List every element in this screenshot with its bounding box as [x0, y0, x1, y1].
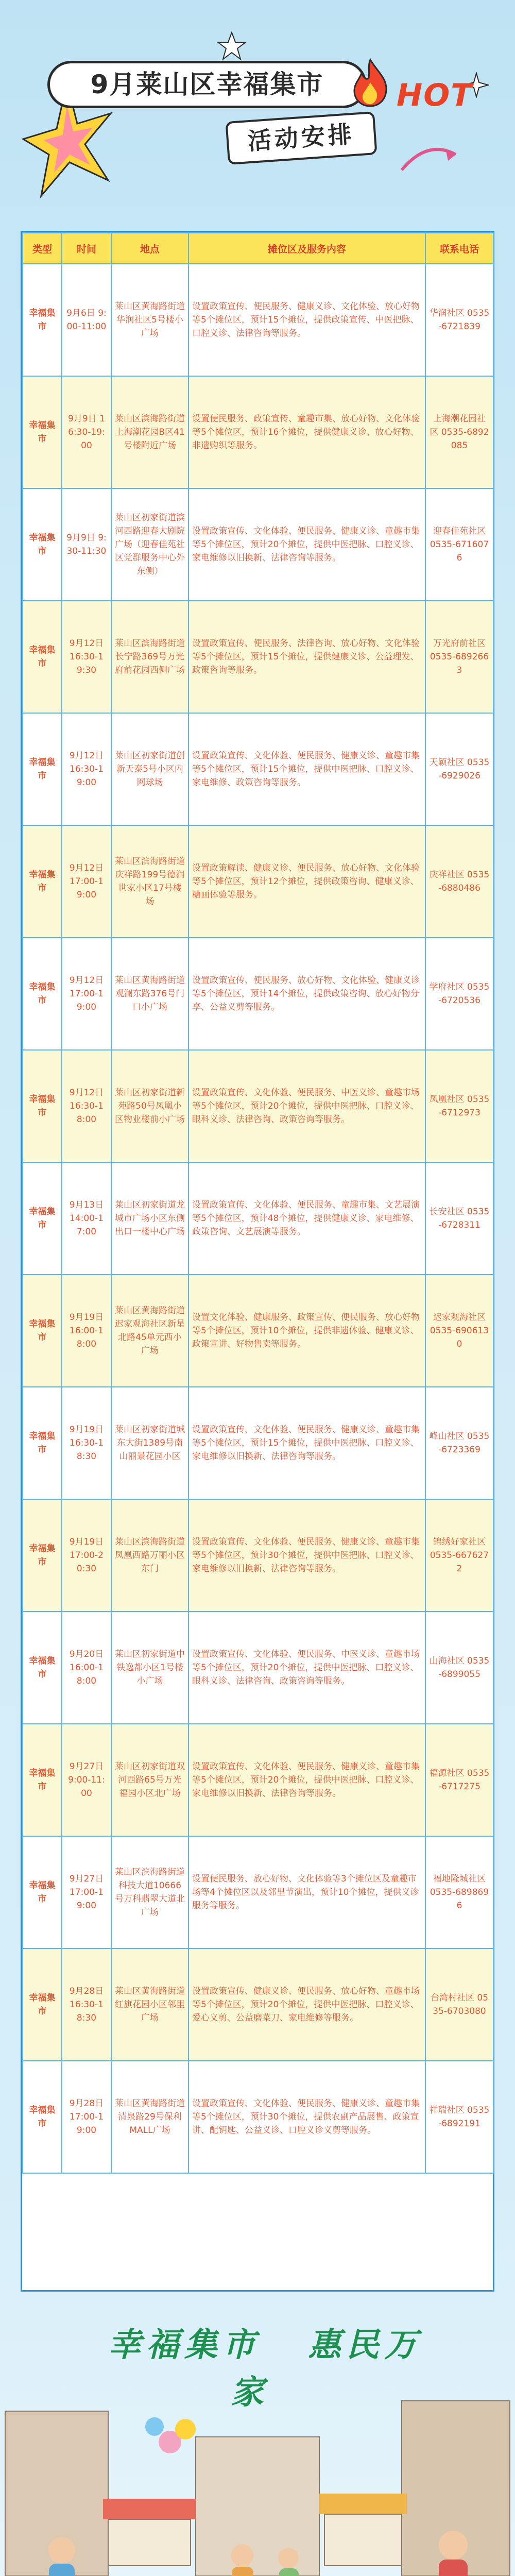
cell-place: 莱山区滨海路街道长宁路369号万光府前花园西侧广场	[111, 601, 188, 713]
schedule-table	[22, 232, 494, 2174]
hot-badge: HOT	[397, 77, 473, 113]
cell-content: 设置便民服务、放心好物、文化体验等3个摊位区及童趣市场等4个摊位区以及邻里节演出，预计10个摊位，提供义诊服务等服务。	[188, 1836, 425, 1948]
cell-time: 9月27日 17:00-19:00	[62, 1836, 111, 1948]
slogan-left: 幸福集市	[108, 2326, 261, 2364]
cell-phone: 万光府前社区 0535-6892663	[425, 601, 493, 713]
column-header-time: 时间	[62, 233, 111, 264]
cell-place: 莱山区滨海路街道上海潮花园B区41号楼附近广场	[111, 376, 188, 488]
stall-awning-left	[103, 2499, 196, 2519]
table-row	[23, 825, 493, 938]
cell-place: 莱山区黄海路街道迟家观海社区新星北路45单元西小广场	[111, 1275, 188, 1387]
cell-type: 幸福集市	[23, 1162, 62, 1275]
cell-content: 设置政策宣传、文化体验、便民服务、健康义诊、童趣市集等5个摊位区，预计15个摊位，提供中医把脉、口腔义诊、家电维修以旧换新、法律咨询等服务。	[188, 1387, 425, 1499]
table-row	[23, 713, 493, 825]
cell-phone: 上海潮花园社区 0535-6892085	[425, 376, 493, 488]
stall-counter-right	[324, 2514, 402, 2566]
table-row	[23, 1050, 493, 1162]
stall-counter-left	[108, 2519, 191, 2566]
table-row	[23, 1836, 493, 1948]
person-figure	[439, 2531, 468, 2560]
cell-type: 幸福集市	[23, 1050, 62, 1162]
person-body	[279, 2568, 299, 2576]
cell-time: 9月12日 16:30-18:00	[62, 1050, 111, 1162]
cell-content: 设置文化体验、健康服务、政策宣传、便民服务、放心好物等5个摊位区，预计10个摊位，提供非遗体验、健康义诊、政策宣讲、好物售卖等服务。	[188, 1275, 425, 1387]
cell-content: 设置政策宣传、文化体验、便民服务、健康义诊、童趣市集等5个摊位区，预计30个摊位，提供中医把脉、口腔义诊、家电维修以旧换新、法律咨询等服务。	[188, 1499, 425, 1612]
cell-type: 幸福集市	[23, 2061, 62, 2173]
cell-place: 莱山区黄海路街道红旗花园小区邻里广场	[111, 1948, 188, 2061]
cell-phone: 天颖社区 0535-6929026	[425, 713, 493, 825]
cell-content: 设置政策解读、健康义诊、便民服务、放心好物、文化体验等5个摊位区，预计12个摊位，提供政策咨询、健康义诊、糖画体验等服务。	[188, 825, 425, 938]
cell-time: 9月28日 17:00-19:00	[62, 2061, 111, 2173]
column-header-content: 摊位区及服务内容	[188, 233, 425, 264]
table-body	[23, 264, 493, 2173]
cell-type: 幸福集市	[23, 1612, 62, 1724]
cell-phone: 庆祥社区 0535-6880486	[425, 825, 493, 938]
cell-type: 幸福集市	[23, 825, 62, 938]
cell-type: 幸福集市	[23, 601, 62, 713]
cell-phone: 华润社区 0535-6721839	[425, 264, 493, 376]
cell-time: 9月19日 16:00-18:00	[62, 1275, 111, 1387]
cell-time: 9月13日 14:00-17:00	[62, 1162, 111, 1275]
cell-time: 9月9日 16:30-19:00	[62, 376, 111, 488]
cell-place: 莱山区初家街道滨河西路迎春大剧院广场（迎春佳苑社区党群服务中心外东侧）	[111, 488, 188, 601]
cell-place: 莱山区初家街道城东大街1389号南山丽景花园小区	[111, 1387, 188, 1499]
table-row	[23, 1724, 493, 1836]
market-street-illustration	[0, 2380, 515, 2576]
table-row	[23, 1387, 493, 1499]
cell-content: 设置便民服务、政策宣传、童趣市集、放心好物、文化体验等5个摊位区，预计16个摊位，提供健康义诊、放心好物、非遗购织等服务。	[188, 376, 425, 488]
cell-type: 幸福集市	[23, 376, 62, 488]
cell-phone: 山海社区 0535-6899055	[425, 1612, 493, 1724]
stall-awning-right	[319, 2494, 407, 2514]
balloon	[175, 2419, 196, 2439]
cell-phone: 迎春佳苑社区 0535-6716076	[425, 488, 493, 601]
cell-content: 设置政策宣传、文化体验、便民服务、健康义诊、童趣市集等5个摊位区，预计20个摊位，提供中医把脉、口腔义诊、家电维修以旧换新、法律咨询等服务。	[188, 488, 425, 601]
person-body	[49, 2564, 75, 2576]
cell-content: 设置政策宣传、文化体验、便民服务、健康义诊、童趣市集等5个摊位区，预计15个摊位，提供中医把脉、口腔义诊、家电维修、政策咨询等服务。	[188, 713, 425, 825]
table-row	[23, 264, 493, 376]
cell-phone: 峰山社区 0535-6723369	[425, 1387, 493, 1499]
cell-type: 幸福集市	[23, 1387, 62, 1499]
cell-content: 设置政策宣传、文化体验、便民服务、中医义诊、童趣市场等5个摊位区，预计20个摊位，提供中医把脉、口腔义诊、眼科义诊、法律咨询、政策咨询等服务。	[188, 1612, 425, 1724]
cell-phone: 锦绣好家社区 0535-6676272	[425, 1499, 493, 1612]
table-row	[23, 1275, 493, 1387]
cell-phone: 福源社区 0535-6717275	[425, 1724, 493, 1836]
cell-place: 莱山区初家街道龙城市广场小区东侧出口一楼中心广场	[111, 1162, 188, 1275]
cell-content: 设置政策宣传、便民服务、法律咨询、放心好物、文化体验等5个摊位区，预计15个摊位，提供健康义诊、公益理发、政策咨询等服务。	[188, 601, 425, 713]
slogan-right: 惠民万家	[231, 2326, 423, 2412]
cell-type: 幸福集市	[23, 1724, 62, 1836]
cell-content: 设置政策宣传、便民服务、放心好物、文化体验、健康义诊等5个摊位区，预计14个摊位，提供政策咨询、放心好物分享、公益义剪等服务。	[188, 938, 425, 1050]
cell-content: 设置政策宣传、文化体验、便民服务、健康义诊、童趣市集等5个摊位区，预计30个摊位，提供农副产品展售、政策宣讲、配钥匙、公益义诊、口腔义诊义剪等服务。	[188, 2061, 425, 2173]
person-body	[232, 2567, 253, 2576]
footer-illustration	[0, 2303, 515, 2576]
person-body	[439, 2560, 468, 2576]
cell-phone: 迟家观海社区 0535-6906130	[425, 1275, 493, 1387]
table-row	[23, 601, 493, 713]
table-row	[23, 2061, 493, 2173]
cell-phone: 学府社区 0535-6720536	[425, 938, 493, 1050]
table-row	[23, 488, 493, 601]
cell-type: 幸福集市	[23, 938, 62, 1050]
cell-place: 莱山区初家街道中铁逸都小区1号楼小广场	[111, 1612, 188, 1724]
person-figure	[278, 2548, 299, 2568]
cell-phone: 台湾村社区 0535-6703080	[425, 1948, 493, 2061]
cell-time: 9月20日 16:00-18:00	[62, 1612, 111, 1724]
cell-time: 9月27日 9:00-11:00	[62, 1724, 111, 1836]
balloon	[145, 2417, 164, 2436]
cell-type: 幸福集市	[23, 1499, 62, 1612]
cell-phone: 福地隆城社区 0535-6898696	[425, 1836, 493, 1948]
table-header-row	[23, 233, 493, 264]
cell-type: 幸福集市	[23, 488, 62, 601]
person-figure	[231, 2544, 253, 2567]
cell-phone: 凤凰社区 0535-6712973	[425, 1050, 493, 1162]
table-row	[23, 1948, 493, 2061]
page-subtitle: 活动安排	[225, 111, 377, 165]
arrow-doodle-icon	[397, 134, 464, 180]
table-row	[23, 376, 493, 488]
schedule-card	[21, 231, 494, 2292]
cell-type: 幸福集市	[23, 713, 62, 825]
cell-place: 莱山区滨海路街道庆祥路199号德润世家小区17号楼场	[111, 825, 188, 938]
cell-time: 9月19日 16:30-18:30	[62, 1387, 111, 1499]
cell-type: 幸福集市	[23, 1275, 62, 1387]
table-row	[23, 1162, 493, 1275]
cell-time: 9月19日 17:00-20:30	[62, 1499, 111, 1612]
flame-icon	[350, 58, 390, 107]
cell-place: 莱山区黄海路街道清泉路29号保利MALL广场	[111, 2061, 188, 2173]
cell-time: 9月12日 16:30-19:00	[62, 713, 111, 825]
cell-time: 9月12日 17:00-19:00	[62, 825, 111, 938]
header-banner	[0, 0, 515, 227]
cell-time: 9月28日 16:30-18:30	[62, 1948, 111, 2061]
column-header-phone: 联系电话	[425, 233, 493, 264]
cell-place: 莱山区黄海路街道华润社区5号楼小广场	[111, 264, 188, 376]
cell-phone: 长安社区 0535-6728311	[425, 1162, 493, 1275]
cell-content: 设置政策宣传、文化体验、便民服务、健康义诊、童趣市集等5个摊位区，预计20个摊位，提供中医把脉、口腔义诊、家电维修以旧换新、法律咨询等服务。	[188, 1724, 425, 1836]
cell-type: 幸福集市	[23, 1948, 62, 2061]
building-center	[196, 2437, 319, 2576]
person-figure	[48, 2537, 75, 2564]
column-header-type: 类型	[23, 233, 62, 264]
cell-type: 幸福集市	[23, 1836, 62, 1948]
cell-content: 设置政策宣传、文化体验、便民服务、童趣市集、文艺展演等5个摊位区，预计48个摊位，提供健康义诊、家电维修、政策咨询、文艺展演等服务。	[188, 1162, 425, 1275]
cell-time: 9月6日 9:00-11:00	[62, 264, 111, 376]
cell-place: 莱山区初家街道双河西路65号万光福园小区北广场	[111, 1724, 188, 1836]
cell-place: 莱山区滨海路街道凤凰西路万丽小区东门	[111, 1499, 188, 1612]
cell-content: 设置政策宣传、健康义诊、便民服务、放心好物、童趣市场等5个摊位区，预计20个摊位，提供中医把脉、口腔义诊、爱心义剪、公益磨菜刀、家电维修等服务。	[188, 1948, 425, 2061]
cell-phone: 祥瑞社区 0535-6892191	[425, 2061, 493, 2173]
page-title: 9月莱山区幸福集市	[47, 61, 367, 108]
cell-type: 幸福集市	[23, 264, 62, 376]
column-header-place: 地点	[111, 233, 188, 264]
cell-place: 莱山区初家街道新苑路50号凤凰小区物业楼前小广场	[111, 1050, 188, 1162]
cell-place: 莱山区滨海路街道科技大道10666号万科翡翠大道北广场	[111, 1836, 188, 1948]
table-row	[23, 938, 493, 1050]
cell-time: 9月12日 17:00-19:00	[62, 938, 111, 1050]
table-row	[23, 1499, 493, 1612]
cell-content: 设置政策宣传、便民服务、健康义诊、文化体验、放心好物等5个摊位区，预计15个摊位，提供政策宣传、中医把脉、口腔义诊、法律咨询等服务。	[188, 264, 425, 376]
cell-time: 9月9日 9:30-11:30	[62, 488, 111, 601]
small-star-icon	[216, 31, 247, 62]
cell-time: 9月12日 16:30-19:30	[62, 601, 111, 713]
cell-place: 莱山区初家街道创新天泰5号小区内网球场	[111, 713, 188, 825]
cell-place: 莱山区黄海路街道观澜东路376号门口小广场	[111, 938, 188, 1050]
cell-content: 设置政策宣传、文化体验、便民服务、中医义诊、童趣市场等5个摊位区，预计20个摊位，提供中医把脉、口腔义诊、眼科义诊、法律咨询、政策咨询等服务。	[188, 1050, 425, 1162]
table-row	[23, 1612, 493, 1724]
